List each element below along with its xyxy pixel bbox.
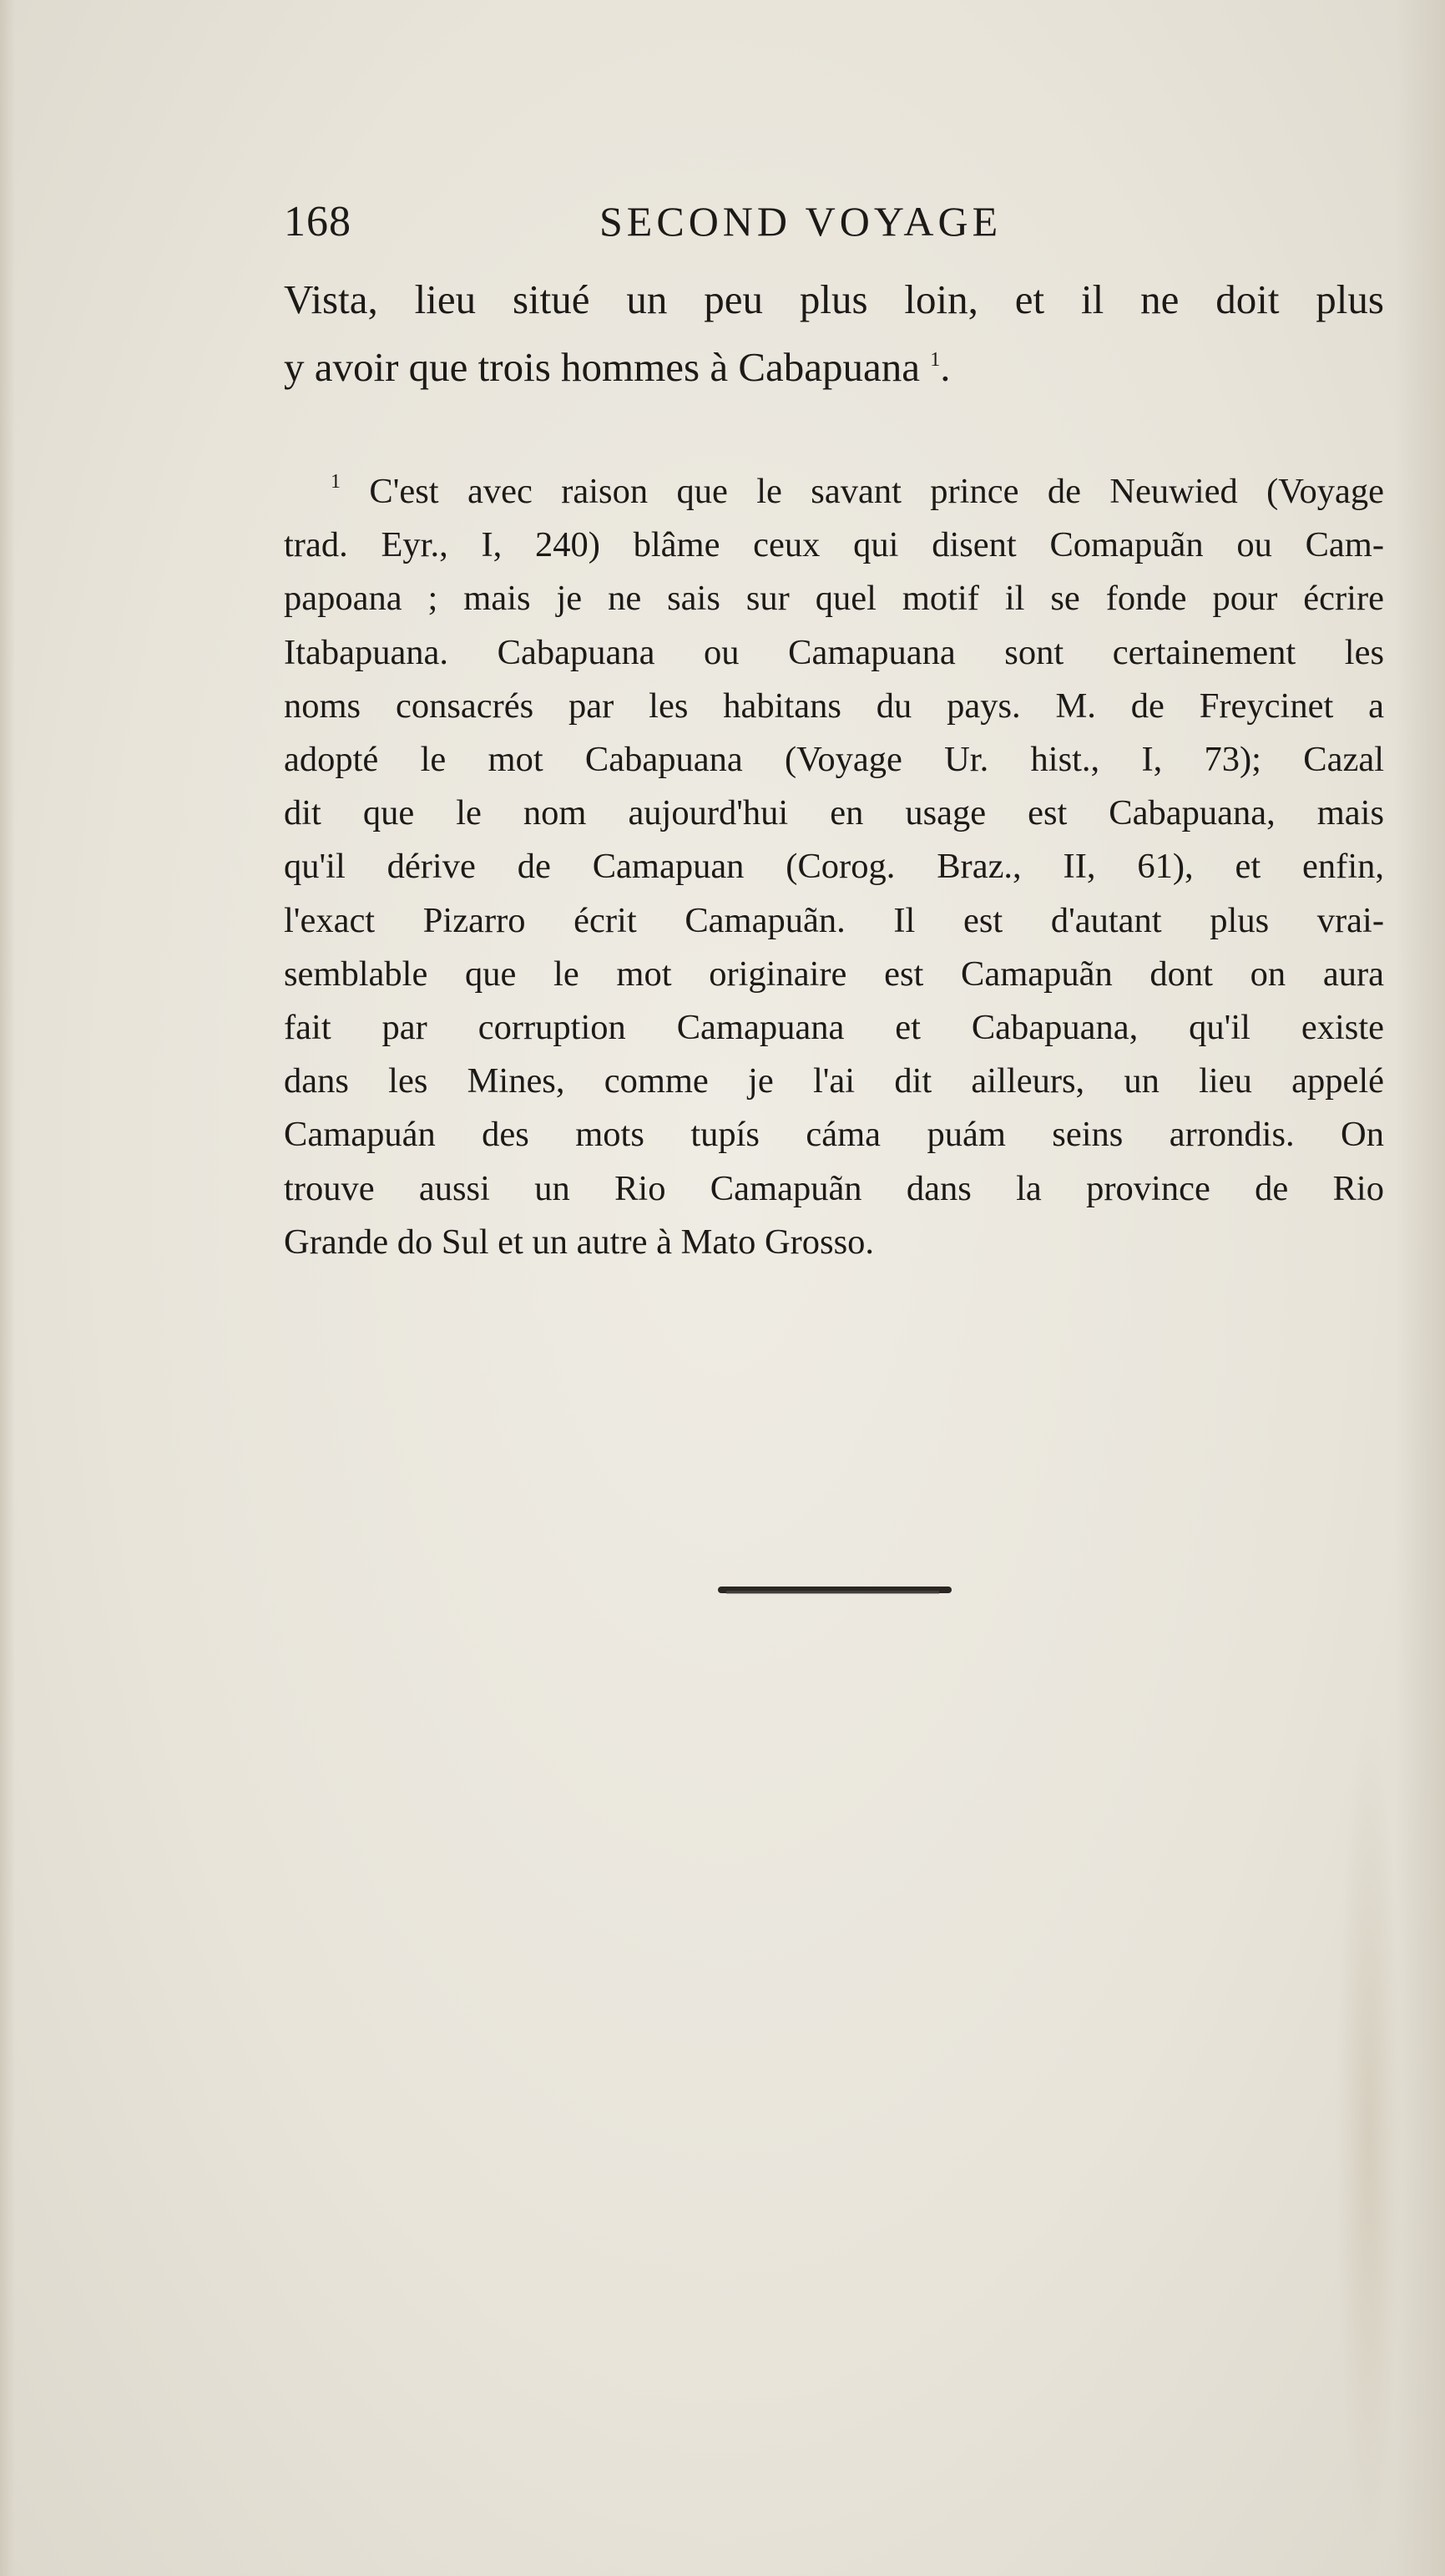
footnote-line: adopté le mot Cabapuana (Voyage Ur. hist., I, 73); Cazal — [284, 740, 1384, 780]
footnote-line: dans les Mines, comme je l'ai dit ailleurs, un lieu appelé — [284, 1061, 1384, 1101]
footnote-line-text: C'est avec raison que le savant prince de Neuwied (Voyage — [369, 472, 1384, 511]
footnote-line: trad. Eyr., I, 240) blâme ceux qui disent Comapuãn ou Cam- — [284, 525, 1384, 565]
footnote-line: trouve aussi un Rio Camapuãn dans la province de Rio — [284, 1168, 1384, 1208]
page-number: 168 — [284, 198, 351, 245]
footnote-line-first — [284, 455, 1384, 519]
end-ornament-rule-shadow — [726, 1591, 939, 1594]
footnote-marker: 1 — [331, 471, 341, 493]
running-head: SECOND VOYAGE — [599, 198, 1003, 245]
footnote-reference: 1 — [930, 349, 941, 371]
body-end-punctuation: . — [940, 344, 951, 390]
footnote-line: l'exact Pizarro écrit Camapuãn. Il est d'autant plus vrai- — [284, 900, 1384, 940]
footnote-line-last: Grande do Sul et un autre à Mato Grosso. — [284, 1222, 874, 1262]
footnote — [284, 455, 1384, 1269]
body-line-last — [284, 330, 1384, 397]
footnote-line: dit que le nom aujourd'hui en usage est Cabapuana, mais — [284, 793, 1384, 833]
body-line-text: y avoir que trois hommes à Cabapuana — [284, 344, 921, 390]
page-edge-shadow-right — [1395, 0, 1445, 2576]
footnote-line: papoana ; mais je ne sais sur quel motif il se fonde pour écrire — [284, 579, 1384, 619]
body-line: Vista, lieu situé un peu plus loin, et il ne doit plus — [284, 276, 1384, 322]
footnote-line: semblable que le mot originaire est Camapuãn dont on aura — [284, 954, 1384, 994]
page-header — [284, 197, 1119, 256]
footnote-line: fait par corruption Camapuana et Cabapuana, qu'il existe — [284, 1008, 1384, 1048]
body-text — [284, 269, 1384, 397]
footnote-line: qu'il dérive de Camapuan (Corog. Braz., II, 61), et enfin, — [284, 847, 1384, 887]
paper-stain — [1336, 1720, 1402, 2555]
footnote-line: Itabapuana. Cabapuana ou Camapuana sont certainement les — [284, 632, 1384, 672]
page-edge-shadow-left — [0, 0, 15, 2576]
footnote-line: Camapuán des mots tupís cáma puám seins arrondis. On — [284, 1115, 1384, 1155]
footnote-line: noms consacrés par les habitans du pays. M. de Freycinet a — [284, 686, 1384, 726]
